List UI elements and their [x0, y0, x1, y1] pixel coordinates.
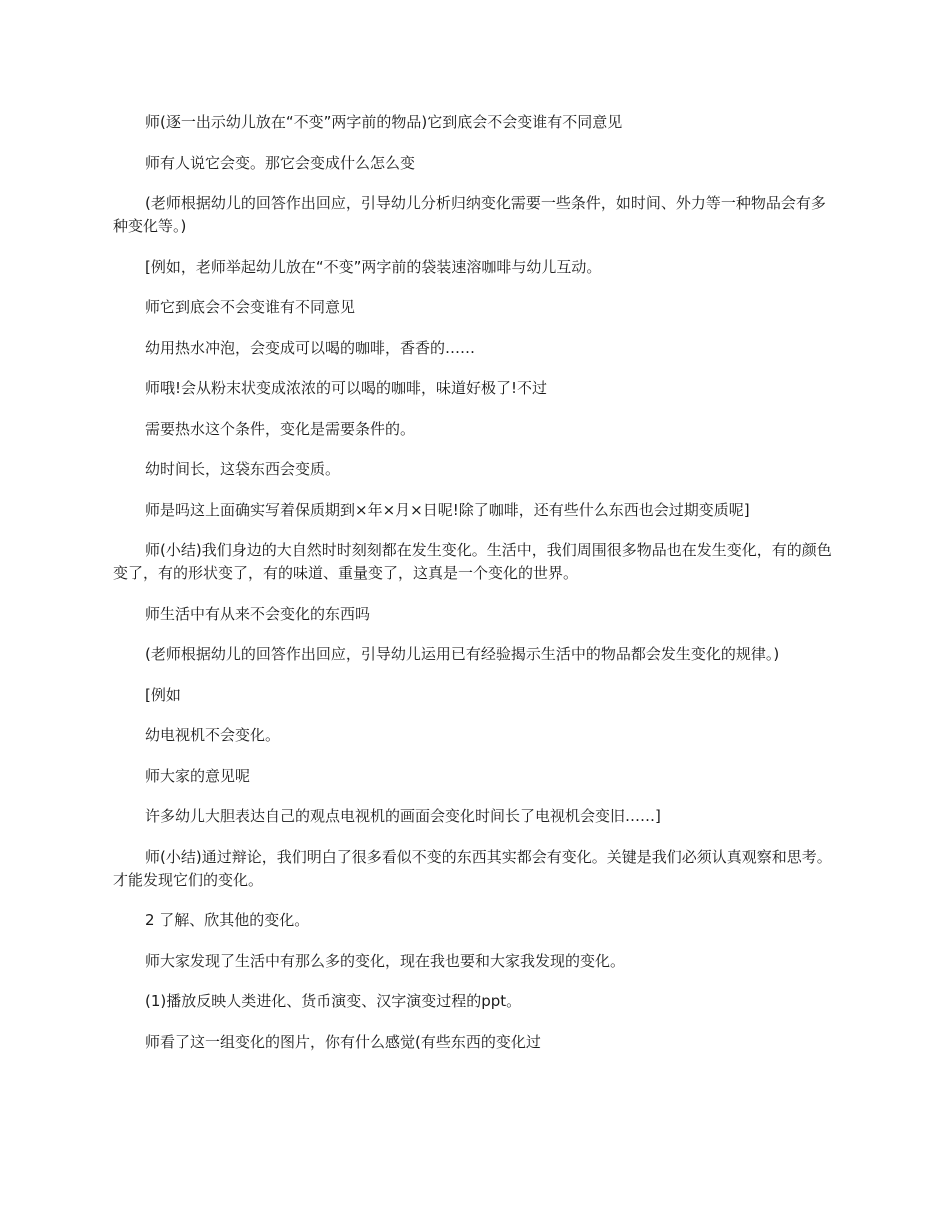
paragraph: (老师根据幼儿的回答作出回应，引导幼儿运用已有经验揭示生活中的物品都会发生变化的规律。) — [145, 645, 780, 663]
paragraph: 师它到底会不会变谁有不同意见 — [145, 298, 356, 316]
paragraph: 2 了解、欣其他的变化。 — [145, 911, 310, 929]
paragraph: 师生活中有从来不会变化的东西吗 — [145, 604, 371, 623]
paragraph: 师(小结)我们身边的大自然时时刻刻都在发生变化。生活中，我们周围很多物品也在发生变化，有的颜色变了，有的形状变了，有的味道、重量变了，这真是一个变化的世界。 — [113, 541, 832, 582]
document-body — [113, 111, 835, 1071]
paragraph: [例如 — [145, 685, 181, 704]
paragraph: 师哦!会从粉末状变成浓浓的可以喝的咖啡，味道好极了!不过 — [145, 379, 548, 397]
paragraph: (老师根据幼儿的回答作出回应，引导幼儿分析归纳变化需要一些条件，如时间、外力等一种物品会有多种变化等。) — [113, 194, 826, 235]
paragraph: 师(小结)通过辩论，我们明白了很多看似不变的东西其实都会有变化。关键是我们必须认真观察和思考。才能发现它们的变化。 — [113, 847, 832, 889]
paragraph: 幼电视机不会变化。 — [145, 726, 281, 744]
paragraph: 师大家的意见呢 — [145, 766, 251, 785]
paragraph: 师是吗这上面确实写着保质期到×年×月×日呢!除了咖啡，还有些什么东西也会过期变质呢] — [145, 500, 750, 519]
paragraph: [例如，老师举起幼儿放在“不变”两字前的袋装速溶咖啡与幼儿互动。 — [145, 257, 602, 276]
paragraph: 幼时间长，这袋东西会变质。 — [145, 460, 341, 478]
paragraph: 师大家发现了生活中有那么多的变化，现在我也要和大家我发现的变化。 — [145, 951, 626, 970]
paragraph: 师有人说它会变。那它会变成什么怎么变 — [145, 153, 416, 172]
paragraph: 师(逐一出示幼儿放在“不变”两字前的物品)它到底会不会变谁有不同意见 — [145, 113, 623, 131]
paragraph: 许多幼儿大胆表达自己的观点电视机的画面会变化时间长了电视机会变旧……] — [145, 807, 661, 825]
paragraph: 幼用热水冲泡，会变成可以喝的咖啡，香香的…… — [145, 338, 476, 357]
paragraph: 需要热水这个条件，变化是需要条件的。 — [145, 419, 416, 438]
paragraph: 师看了这一组变化的图片，你有什么感觉(有些东西的变化过 — [145, 1032, 541, 1051]
paragraph: (1)播放反映人类进化、货币演变、汉字演变过程的ppt。 — [145, 992, 522, 1010]
